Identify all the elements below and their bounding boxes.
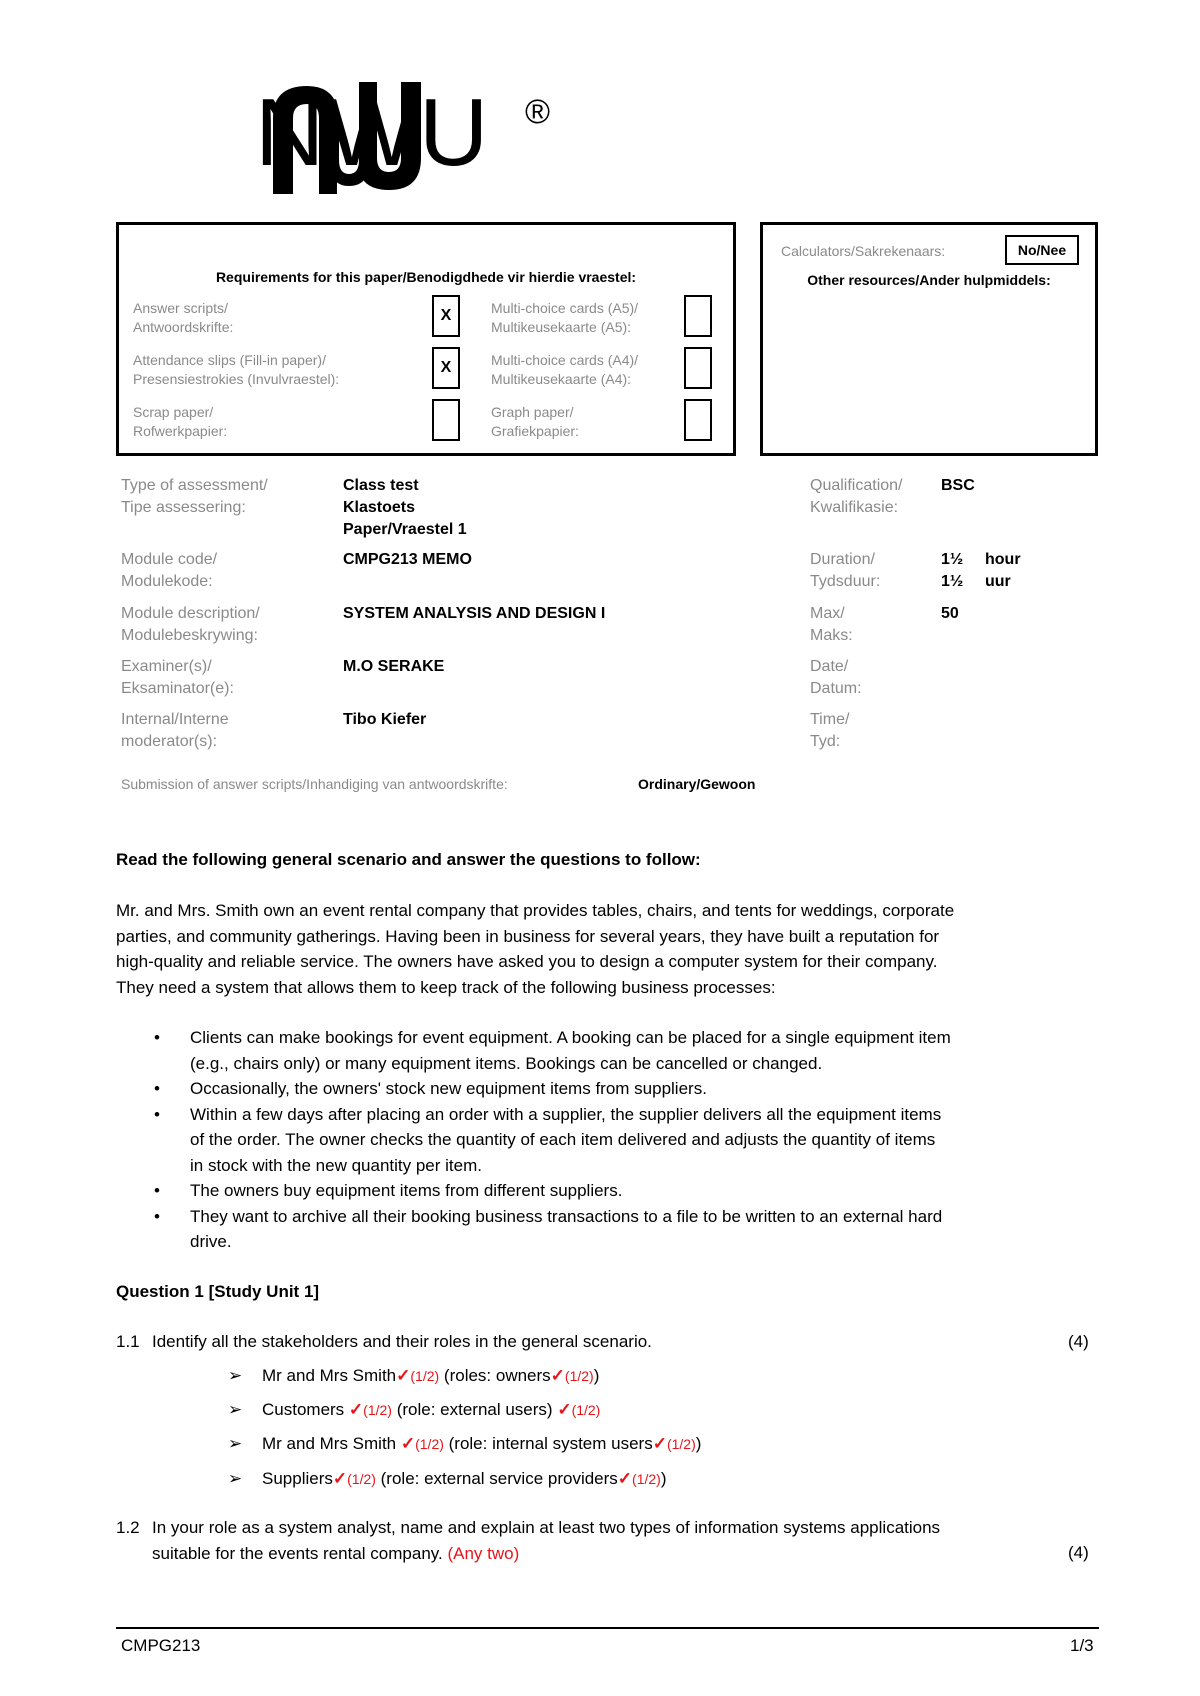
arrow-bullet-icon: ➢ — [228, 1434, 243, 1453]
q12-number: 1.2 — [116, 1518, 140, 1537]
list-item: • The owners buy equipment items from different suppliers. — [116, 1178, 1106, 1204]
answer-line-3: ➢ Mr and Mrs Smith ✓(1/2) (role: internal system users✓(1/2)) — [228, 1432, 701, 1456]
q11-marks: (4) — [1068, 1332, 1089, 1351]
qualification-value: BSC — [941, 477, 975, 494]
arrow-bullet-icon: ➢ — [228, 1400, 243, 1419]
req-scrap-paper-check[interactable] — [432, 399, 460, 441]
type-of-assessment-value: Class test Klastoets Paper/Vraestel 1 — [343, 477, 467, 538]
question1-heading: Question 1 [Study Unit 1] — [116, 1282, 320, 1301]
calculators-label: Calculators/Sakrekenaars: — [781, 243, 946, 259]
module-code-value: CMPG213 MEMO — [343, 551, 472, 568]
examiner-label: Examiner(s)/ Eksaminator(e): — [121, 658, 234, 697]
module-code-label: Module code/ Modulekode: — [121, 551, 218, 590]
list-item: • Clients can make bookings for event equipment. A booking can be placed for a single equipment item (e.g., chairs only) or many equipment items. Bookings can be cancelled or changed. — [116, 1025, 1106, 1076]
q11-text: Identify all the stakeholders and their roles in the general scenario. — [152, 1332, 652, 1351]
tick-icon: ✓ — [617, 1469, 633, 1488]
footer-module-code: CMPG213 — [121, 1636, 201, 1655]
req-answer-scripts-label: Answer scripts/ Antwoordskrifte: — [133, 300, 234, 335]
tick-icon: ✓ — [396, 1366, 411, 1385]
submission-label: Submission of answer scripts/Inhandiging van antwoordskrifte: — [121, 776, 508, 792]
max-marks-value: 50 — [941, 605, 959, 622]
resources-box — [760, 222, 1098, 456]
req-graph-paper-label: Graph paper/ Grafiekpapier: — [491, 404, 579, 439]
examiner-value: M.O SERAKE — [343, 658, 445, 675]
tick-icon: ✓ — [400, 1434, 416, 1453]
answer-line-4: ➢ Suppliers✓(1/2) (role: external service providers✓(1/2)) — [228, 1467, 667, 1491]
list-item: • They want to archive all their booking business transactions to a file to be written to an external hard drive. — [116, 1204, 1106, 1255]
req-mc-a4-check[interactable] — [684, 347, 712, 389]
duration-label: Duration/ Tydsduur: — [810, 551, 881, 590]
duration-value: 1½ 1½ — [941, 551, 964, 590]
req-mc-a4-label: Multi-choice cards (A4)/ Multikeusekaarte (A4): — [491, 352, 639, 387]
submission-value: Ordinary/Gewoon — [638, 776, 756, 792]
arrow-bullet-icon: ➢ — [228, 1366, 243, 1385]
req-answer-scripts-check[interactable]: X — [432, 295, 460, 337]
q11-number: 1.1 — [116, 1332, 140, 1351]
scenario-bullets — [116, 1025, 1106, 1255]
footer-page-number: 1/3 — [1070, 1636, 1094, 1655]
nwu-wordmark: NWU — [255, 79, 491, 186]
type-of-assessment-label: Type of assessment/ Tipe assessering: — [121, 477, 268, 516]
scenario-paragraph: Mr. and Mrs. Smith own an event rental company that provides tables, chairs, and tents for weddings, corporate parties, and community gatherings. Having been in business for several years, they have built a reputation for high-quality and reliable service. The owners have asked you to design a computer system for their company. They need a system that allows them to keep track of the following business processes: — [116, 901, 955, 997]
req-attendance-slips-check[interactable]: X — [432, 347, 460, 389]
requirements-title: Requirements for this paper/Benodigdhede vir hierdie vraestel: — [215, 269, 637, 285]
moderator-label: Internal/Interne moderator(s): — [121, 711, 229, 750]
date-label: Date/ Datum: — [810, 658, 862, 697]
tick-icon: ✓ — [550, 1366, 565, 1385]
tick-icon: ✓ — [348, 1400, 364, 1419]
module-description-value: SYSTEM ANALYSIS AND DESIGN I — [343, 605, 606, 622]
req-graph-paper-check[interactable] — [684, 399, 712, 441]
other-resources-label: Other resources/Ander hulpmiddels: — [807, 272, 1051, 288]
answer-line-2: ➢ Customers ✓(1/2) (role: external users) ✓(1/2) — [228, 1398, 600, 1422]
footer-divider — [116, 1627, 1099, 1629]
tick-icon: ✓ — [332, 1469, 348, 1488]
q12-marks: (4) — [1068, 1543, 1089, 1562]
module-description-label: Module description/ Modulebeskrywing: — [121, 605, 260, 644]
duration-unit: hour uur — [985, 551, 1021, 590]
arrow-bullet-icon: ➢ — [228, 1469, 243, 1488]
req-mc-a5-label: Multi-choice cards (A5)/ Multikeusekaarte (A5): — [491, 300, 639, 335]
time-label: Time/ Tyd: — [810, 711, 850, 750]
registered-mark: ® — [525, 93, 551, 131]
max-marks-label: Max/ Maks: — [810, 605, 853, 644]
list-item: • Occasionally, the owners' stock new equipment items from suppliers. — [116, 1076, 1106, 1102]
req-scrap-paper-label: Scrap paper/ Rofwerkpapier: — [133, 404, 228, 439]
tick-icon: ✓ — [652, 1434, 667, 1453]
qualification-label: Qualification/ Kwalifikasie: — [810, 477, 903, 516]
req-attendance-slips-label: Attendance slips (Fill-in paper)/ Presensiestrokies (Invulvraestel): — [133, 352, 340, 387]
req-mc-a5-check[interactable] — [684, 295, 712, 337]
q12-text: In your role as a system analyst, name and explain at least two types of information systems applications suitable for the events rental company. (Any two) — [152, 1518, 941, 1563]
answer-line-1: ➢ Mr and Mrs Smith✓(1/2) (roles: owners✓(1/2)) — [228, 1364, 599, 1388]
scenario-heading: Read the following general scenario and answer the questions to follow: — [116, 850, 701, 869]
list-item: • Within a few days after placing an order with a supplier, the supplier delivers all the equipment items of the order. The owner checks the quantity of each item delivered and adjusts the quantity of items in stock with the new quantity per item. — [116, 1102, 1106, 1179]
tick-icon: ✓ — [557, 1400, 572, 1419]
moderator-value: Tibo Kiefer — [343, 711, 427, 728]
calculators-value: No/Nee — [1005, 235, 1079, 265]
requirements-box — [116, 222, 736, 456]
